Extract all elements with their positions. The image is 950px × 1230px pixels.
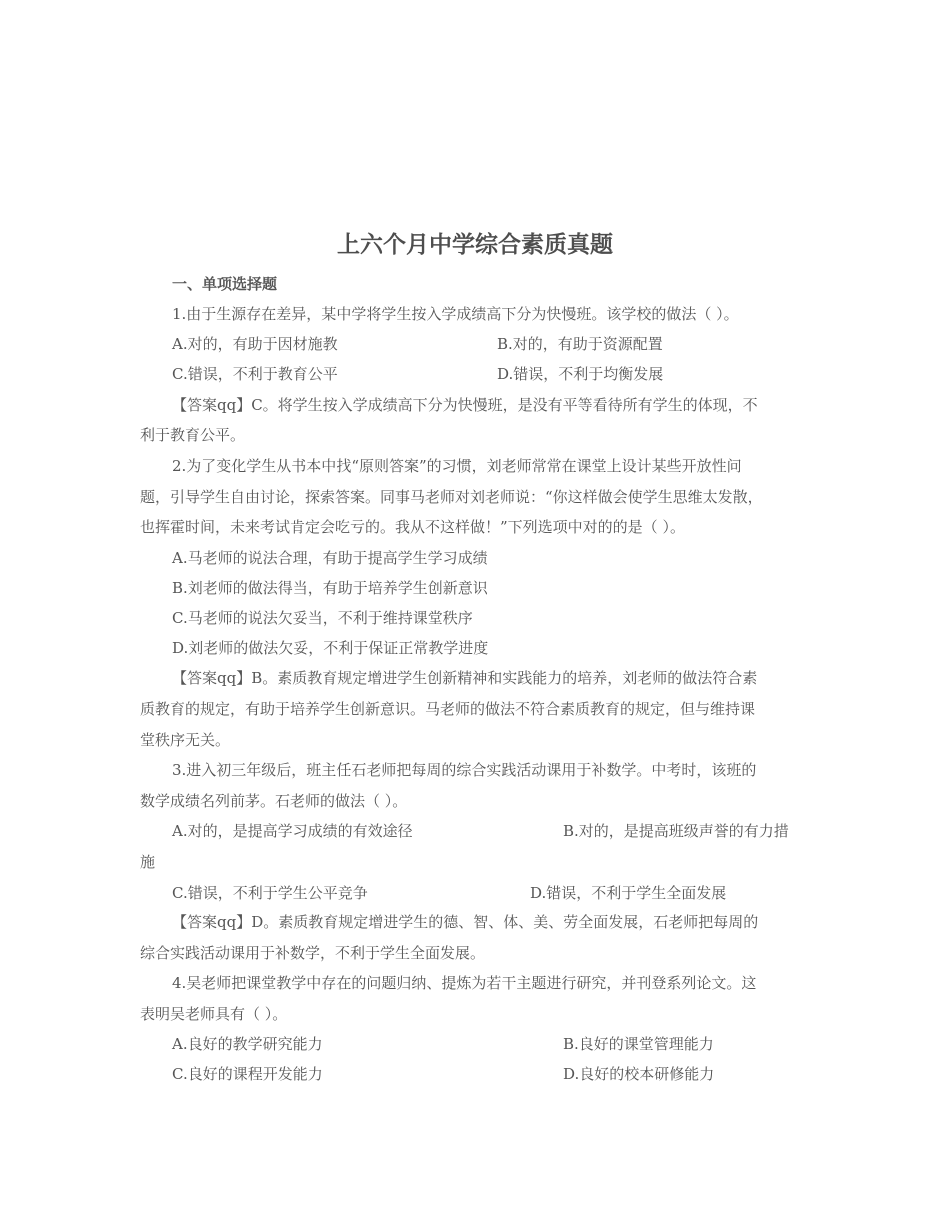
q3-option-d: D.错误，不利于学生全面发展 bbox=[530, 884, 727, 902]
q1-option-b: B.对的，有助于资源配置 bbox=[497, 335, 663, 353]
q3-stem-cont: 数学成绩名列前茅。石老师的做法（ ）。 bbox=[140, 792, 408, 810]
q2-option-a: A.马老师的说法合理，有助于提高学生学习成绩 bbox=[172, 549, 488, 567]
section-heading: 一、单项选择题 bbox=[172, 275, 278, 293]
q2-answer-cont: 堂秩序无关。 bbox=[140, 731, 231, 749]
q3-option-c: C.错误，不利于学生公平竞争 bbox=[172, 884, 368, 902]
q4-option-b: B.良好的课堂管理能力 bbox=[563, 1035, 714, 1053]
q4-stem-cont: 表明吴老师具有（ ）。 bbox=[140, 1005, 288, 1023]
q3-option-a: A.对的，是提高学习成绩的有效途径 bbox=[172, 822, 413, 840]
q2-answer-cont: 质教育的规定，有助于培养学生创新意识。马老师的做法不符合素质教育的规定，但与维持课 bbox=[140, 700, 756, 718]
q3-answer: 【答案qq】D。素质教育规定增进学生的德、智、体、美、劳全面发展，石老师把每周的 bbox=[172, 913, 759, 931]
q4-option-c: C.良好的课程开发能力 bbox=[172, 1065, 323, 1083]
q1-option-c: C.错误，不利于教育公平 bbox=[172, 365, 338, 383]
q3-option-b: B.对的，是提高班级声誉的有力措 bbox=[563, 822, 789, 840]
q4-option-a: A.良好的教学研究能力 bbox=[172, 1035, 323, 1053]
q2-option-d: D.刘老师的做法欠妥，不利于保证正常教学进度 bbox=[172, 639, 489, 657]
q1-stem: 1.由于生源存在差异，某中学将学生按入学成绩高下分为快慢班。该学校的做法（ ）。 bbox=[172, 305, 739, 323]
q2-stem-cont: 题，引导学生自由讨论，探索答案。同事马老师对刘老师说：“你这样做会使学生思维太发散， bbox=[140, 488, 763, 506]
q2-answer: 【答案qq】B。素质教育规定增进学生创新精神和实践能力的培养，刘老师的做法符合素 bbox=[172, 669, 758, 687]
q2-option-c: C.马老师的说法欠妥当，不利于维持课堂秩序 bbox=[172, 609, 473, 627]
q4-stem: 4.吴老师把课堂教学中存在的问题归纳、提炼为若干主题进行研究，并刊登系列论文。这 bbox=[172, 974, 757, 992]
q2-stem-cont: 也挥霍时间，未来考试肯定会吃亏的。我从不这样做！”下列选项中对的的是（ ）。 bbox=[140, 518, 685, 536]
q4-option-d: D.良好的校本研修能力 bbox=[563, 1065, 715, 1083]
q1-answer: 【答案qq】C。将学生按入学成绩高下分为快慢班，是没有平等看待所有学生的体现，不 bbox=[172, 396, 758, 414]
q3-option-b-cont: 施 bbox=[140, 853, 156, 871]
q2-option-b: B.刘老师的做法得当，有助于培养学生创新意识 bbox=[172, 579, 488, 597]
q1-option-d: D.错误，不利于均衡发展 bbox=[497, 365, 664, 383]
q1-answer-cont: 利于教育公平。 bbox=[140, 426, 246, 444]
document-title: 上六个月中学综合素质真题 bbox=[337, 232, 613, 258]
q2-stem: 2.为了变化学生从书本中找“原则答案”的习惯，刘老师常常在课堂上设计某些开放性问 bbox=[172, 457, 742, 475]
q3-answer-cont: 综合实践活动课用于补数学，不利于学生全面发展。 bbox=[140, 944, 486, 962]
q1-option-a: A.对的，有助于因材施教 bbox=[172, 335, 338, 353]
q3-stem: 3.进入初三年级后，班主任石老师把每周的综合实践活动课用于补数学。中考时，该班的 bbox=[172, 761, 757, 779]
